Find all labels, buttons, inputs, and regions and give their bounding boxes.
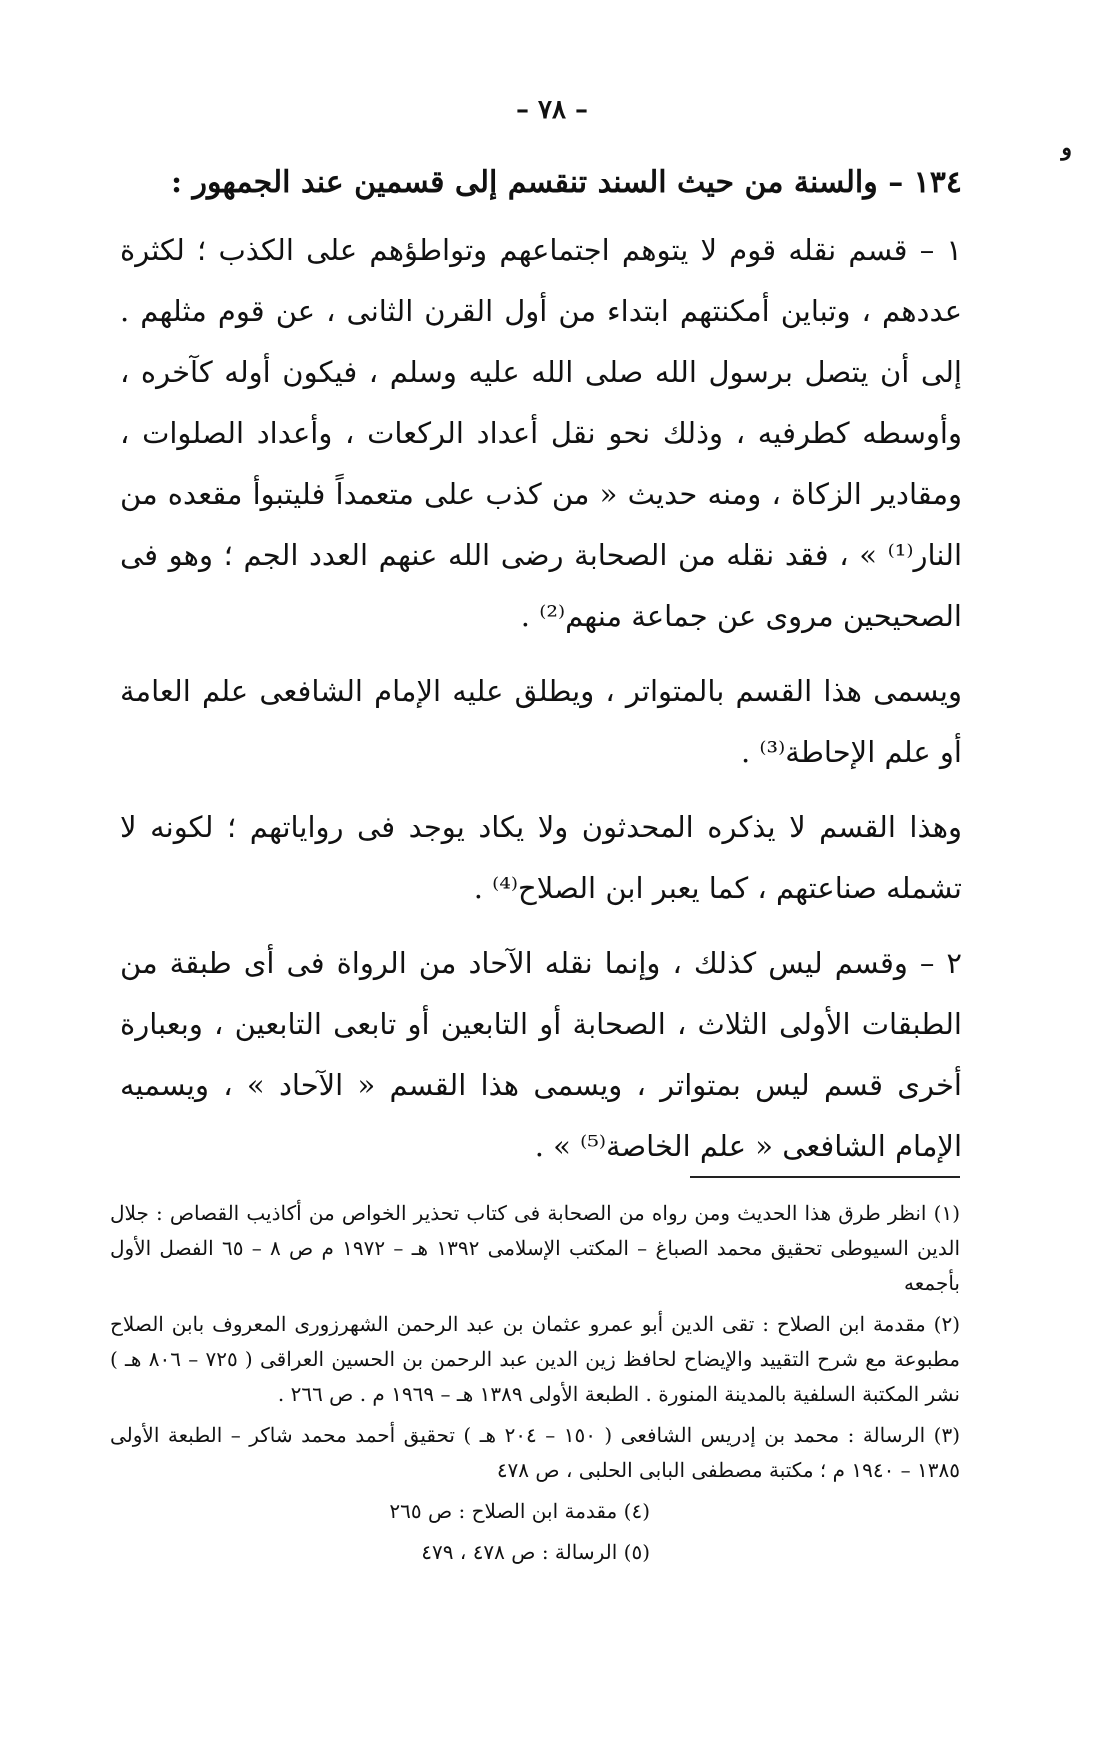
margin-mark: و bbox=[1061, 135, 1072, 161]
page-number: – ٧٨ – bbox=[515, 95, 589, 125]
body-text bbox=[120, 160, 962, 1191]
section-heading: ١٣٤ – والسنة من حيث السند تنقسم إلى قسمين عند الجمهور : bbox=[171, 165, 962, 200]
footnote-separator bbox=[690, 1176, 960, 1178]
paragraph-mutawatir: ١ – قسم نقله قوم لا يتوهم اجتماعهم وتواطؤهم على الكذب ؛ لكثرة عددهم ، وتباين أمكنتهم ابتداء من أول القرن الثانى ، عن قوم مثلهم . إلى أن يتصل برسول الله صلى الله عليه وسلم ، فيكون أوله كآخره ، وأوسطه كطرفيه ، وذلك نحو نقل أعداد الركعات ، وأعداد الصلوات ، ومقادير الزكاة ، ومنه حديث « من كذب على متعمداً فليتبوأ مقعده من النار⁽¹⁾ » ، فقد نقله من الصحابة رضى الله عنهم العدد الجم ؛ وهو فى الصحيحين مروى عن جماعة منهم⁽²⁾ . bbox=[120, 233, 962, 633]
footnote-2: (٢) مقدمة ابن الصلاح : تقى الدين أبو عمرو عثمان بن عبد الرحمن الشهرزورى المعروف بابن الصلاح مطبوعة مع شرح التقييد والإيضاح لحافظ زين الدين عبد الرحمن بن الحسين العراقى ( ٧٢٥ – ٨٠٦ هـ ) نشر المكتبة السلفية بالمدينة المنورة . الطبعة الأولى ١٣٨٩ هـ – ١٩٦٩ م . ص ٢٦٦ . bbox=[110, 1312, 960, 1406]
footnotes bbox=[110, 1196, 960, 1576]
footnote-1: (١) انظر طرق هذا الحديث ومن رواه من الصحابة فى كتاب تحذير الخواص من أكاذيب القصاص : جلال الدين السيوطى تحقيق محمد الصباغ – المكتب الإسلامى ١٣٩٢ هـ – ١٩٧٢ م ص ٨ – ٦٥ الفصل الأول بأجمعه bbox=[110, 1201, 960, 1295]
footnote-5: (٥) الرسالة : ص ٤٧٨ ، ٤٧٩ bbox=[421, 1540, 650, 1564]
paragraph-ahad: ٢ – وقسم ليس كذلك ، وإنما نقله الآحاد من الرواة فى أى طبقة من الطبقات الأولى الثلاث ، الصحابة أو التابعين أو تابعى التابعين ، وبعبارة أخرى قسم ليس بمتواتر ، ويسمى هذا القسم « الآحاد » ، ويسميه الإمام الشافعى « علم الخاصة⁽⁵⁾ » . bbox=[120, 946, 962, 1163]
footnote-3: (٣) الرسالة : محمد بن إدريس الشافعى ( ١٥٠ – ٢٠٤ هـ ) تحقيق أحمد محمد شاكر – الطبعة الأولى ١٣٨٥ – ١٩٤٠ م ؛ مكتبة مصطفى البابى الحلبى ، ص ٤٧٨ bbox=[110, 1423, 960, 1482]
footnote-4: (٤) مقدمة ابن الصلاح : ص ٢٦٥ bbox=[389, 1499, 650, 1523]
paragraph-naming: ويسمى هذا القسم بالمتواتر ، ويطلق عليه الإمام الشافعى علم العامة أو علم الإحاطة⁽³⁾ . bbox=[120, 674, 962, 769]
paragraph-muhaddithun: وهذا القسم لا يذكره المحدثون ولا يكاد يوجد فى رواياتهم ؛ لكونه لا تشمله صناعتهم ، كما يعبر ابن الصلاح⁽⁴⁾ . bbox=[120, 810, 962, 905]
